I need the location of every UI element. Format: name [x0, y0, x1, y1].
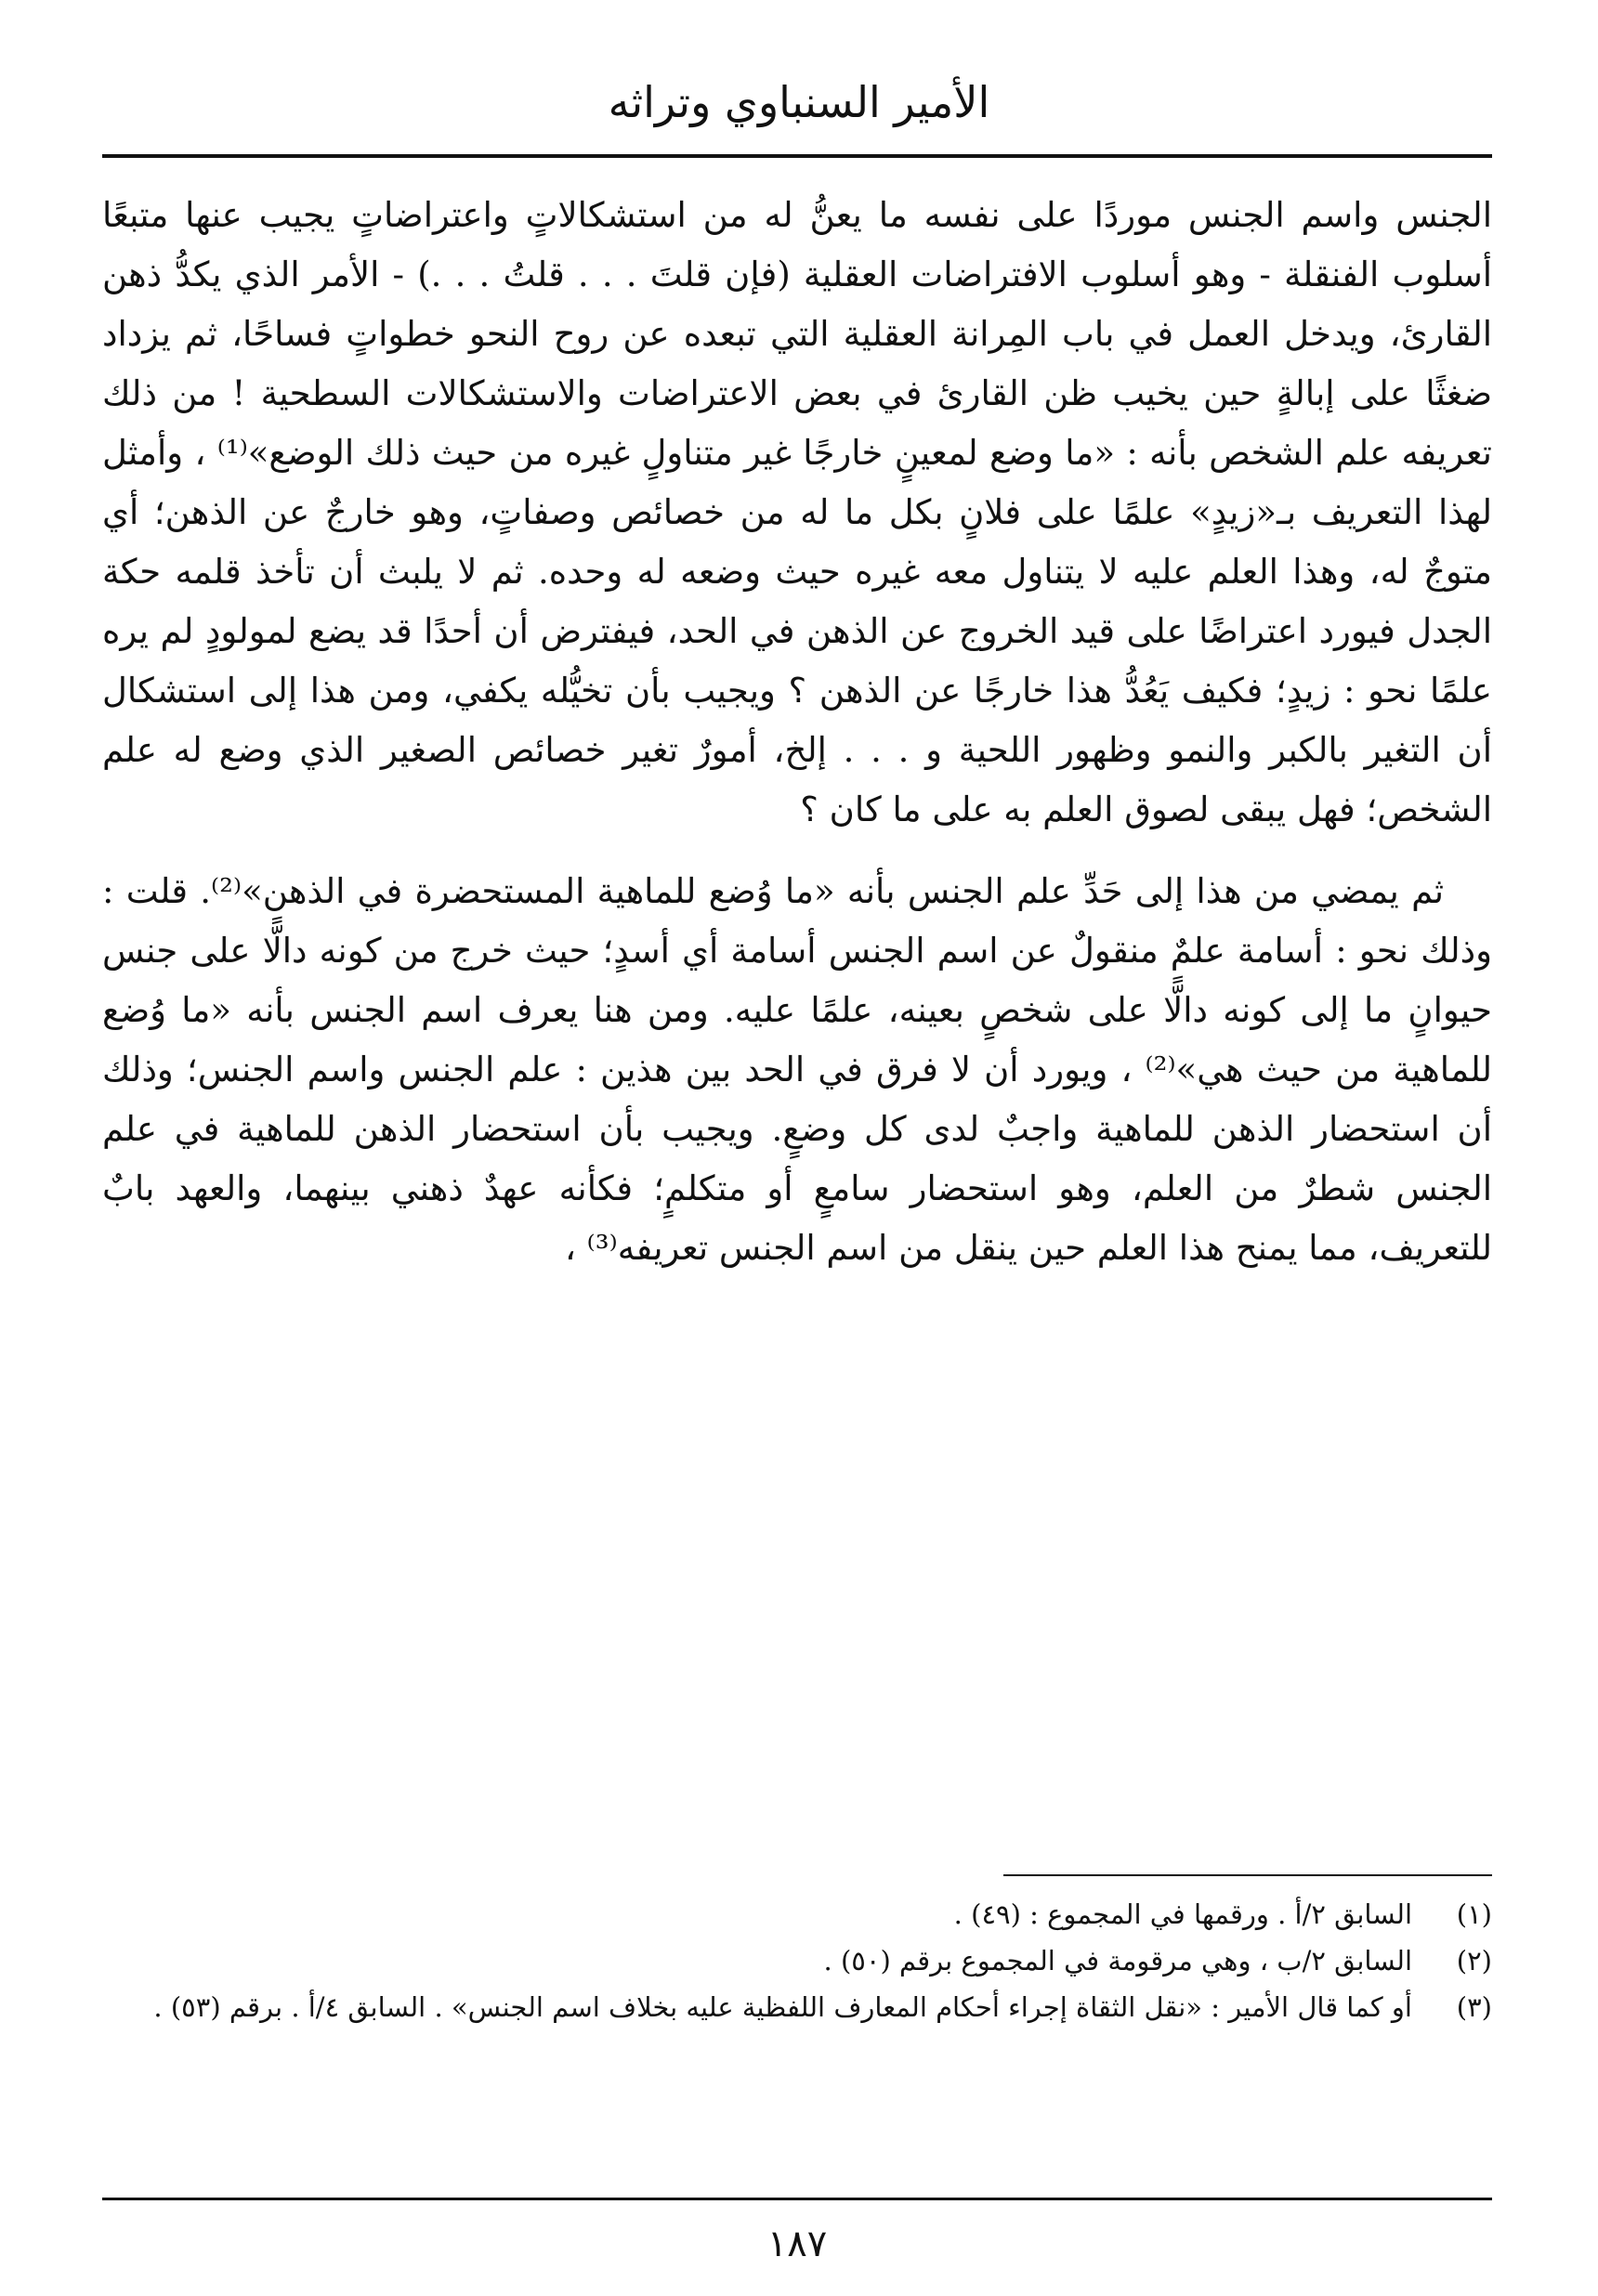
footnotes	[102, 1891, 1492, 2030]
header-rule	[102, 154, 1492, 158]
footnote-3	[102, 1984, 1492, 2030]
footnote-1	[102, 1891, 1492, 1937]
running-header-title: الأمير السنباوي وتراثه	[608, 77, 990, 127]
footnote-2	[102, 1937, 1492, 1984]
paragraph-1: الجنس واسم الجنس موردًا على نفسه ما يعنُّ له من استشكالاتٍ واعتراضاتٍ يجيب عنها متبعًا أسلوب الفنقلة - وهو أسلوب الافتراضات العقلية (فإن قلتَ . . . قلتُ . . .) - الأمر الذي يكدُّ ذهن القارئ، ويدخل العمل في باب المِرانة العقلية التي تبعده عن روح النحو خطواتٍ فساحًا، ثم يزداد ضغثًا على إبالةٍ حين يخيب ظن القارئ في بعض الاعتراضات والاستشكالات السطحية ! من ذلك تعريفه علم الشخص بأنه : «ما وضع لمعينٍ خارجًا غير متناولٍ غيره من حيث ذلك الوضع»⁽¹⁾ ، وأمثل لهذا التعريف بـ«زيدٍ» علمًا على فلانٍ بكل ما له من خصائص وصفاتٍ، وهو خارجٌ عن الذهن؛ أي متوجٌ له، وهذا العلم عليه لا يتناول معه غيره حيث وضعه له وحده. ثم لا يلبث أن تأخذ قلمه حكة الجدل فيورد اعتراضًا على قيد الخروج عن الذهن في الحد، فيفترض أن أحدًا قد يضع لمولودٍ لم يره علمًا نحو : زيدٍ؛ فكيف يَعُدُّ هذا خارجًا عن الذهن ؟ ويجيب بأن تخيُّله يكفي، ومن هذا إلى استشكال أن التغير بالكبر والنمو وظهور اللحية و . . . إلخ، أمورٌ تغير خصائص الصغير الذي وضع له علم الشخص؛ فهل يبقى لصوق العلم به على ما كان ؟	[102, 195, 1492, 829]
footnote-text: السابق ٢/ب ، وهي مرقومة في المجموع برقم (٥٠) .	[823, 1945, 1412, 1976]
footnote-text: أو كما قال الأمير : «نقل الثقاة إجراء أحكام المعارف اللفظية عليه بخلاف اسم الجنس» . السابق ٤/أ . برقم (٥٣) .	[153, 1991, 1412, 2023]
footnote-number: (٣)	[1456, 1991, 1492, 2023]
footnote-number: (١)	[1456, 1898, 1492, 1930]
footer-rule	[102, 2198, 1492, 2200]
main-text	[102, 186, 1492, 1278]
page-number: ١٨٧	[766, 2223, 828, 2265]
paragraph-2: ثم يمضي من هذا إلى حَدِّ علم الجنس بأنه «ما وُضع للماهية المستحضرة في الذهن»⁽²⁾. قلت : وذلك نحو : أسامة علمٌ منقولٌ عن اسم الجنس أسامة أي أسدٍ؛ حيث خرج من كونه دالًّا على جنس حيوانٍ ما إلى كونه دالًّا على شخصٍ بعينه، علمًا عليه. ومن هنا يعرف اسم الجنس بأنه «ما وُضع للماهية من حيث هي»⁽²⁾ ، ويورد أن لا فرق في الحد بين هذين : علم الجنس واسم الجنس؛ وذلك أن استحضار الذهن للماهية واجبٌ لدى كل وضعٍ. ويجيب بأن استحضار الذهن للماهية في علم الجنس شطرٌ من العلم، وهو استحضار سامعٍ أو متكلمٍ؛ فكأنه عهدٌ ذهني بينهما، والعهد بابٌ للتعريف، مما يمنح هذا العلم حين ينقل من اسم الجنس تعريفه⁽³⁾ ،	[102, 871, 1492, 1268]
footnote-number: (٢)	[1456, 1945, 1492, 1976]
footnote-text: السابق ٢/أ . ورقمها في المجموع : (٤٩) .	[953, 1898, 1412, 1930]
footnote-separator	[1003, 1874, 1492, 1876]
